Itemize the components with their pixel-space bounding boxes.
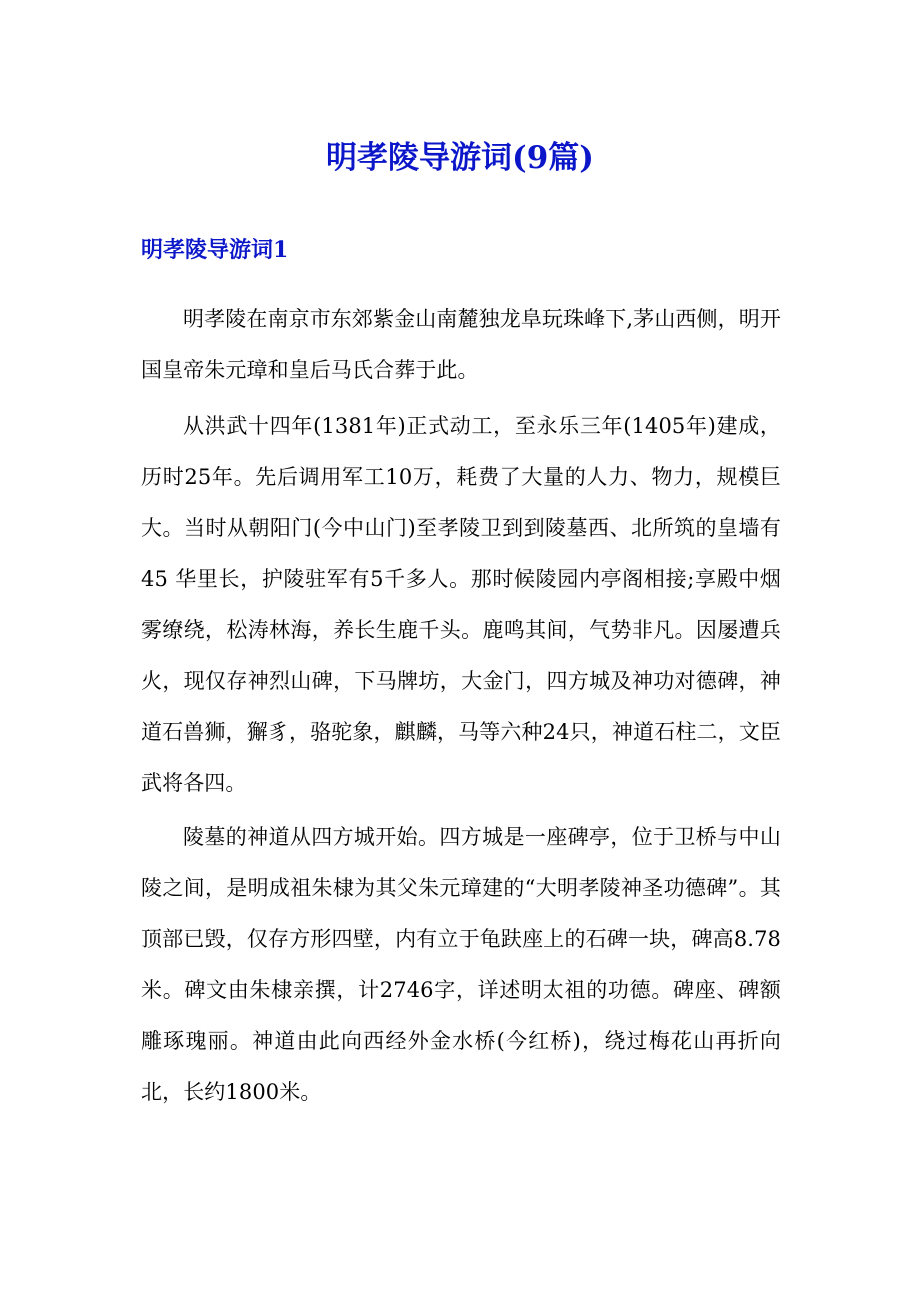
body-paragraph-2: 从洪武十四年(1381年)正式动工，至永乐三年(1405年)建成，历时25年。先后调用军工10万，耗费了大量的人力、物力，规模巨大。当时从朝阳门(今中山门)至孝陵卫到到陵墓西、北所筑的皇墙有45 华里长，护陵驻军有5千多人。那时候陵园内亭阁相接;享殿中烟雾缭绕，松涛林海，养长生鹿千头。鹿鸣其间，气势非凡。因屡遭兵火，现仅存神烈山碑，下马牌坊，大金门，四方城及神功对德碑，神道石兽狮，獬豸，骆驼象，麒麟，马等六种24只，神道石柱二，文臣武将各四。: [141, 414, 781, 795]
section-heading: 明孝陵导游词1: [141, 237, 289, 263]
document-title: 明孝陵导游词(9篇): [326, 140, 594, 176]
body-paragraph-1: 明孝陵在南京市东郊紫金山南麓独龙阜玩珠峰下,茅山西侧，明开国皇帝朱元璋和皇后马氏合葬于此。: [141, 307, 781, 382]
body-paragraph-3: 陵墓的神道从四方城开始。四方城是一座碑亭，位于卫桥与中山陵之间，是明成祖朱棣为其父朱元璋建的“大明孝陵神圣功德碑”。其顶部已毁，仅存方形四壁，内有立于龟趺座上的石碑一块，碑高8.78米。碑文由朱棣亲撰，计2746字，详述明太祖的功德。碑座、碑额雕琢瑰丽。神道由此向西经外金水桥(今红桥)，绕过梅花山再折向北，长约1800米。: [141, 825, 781, 1104]
